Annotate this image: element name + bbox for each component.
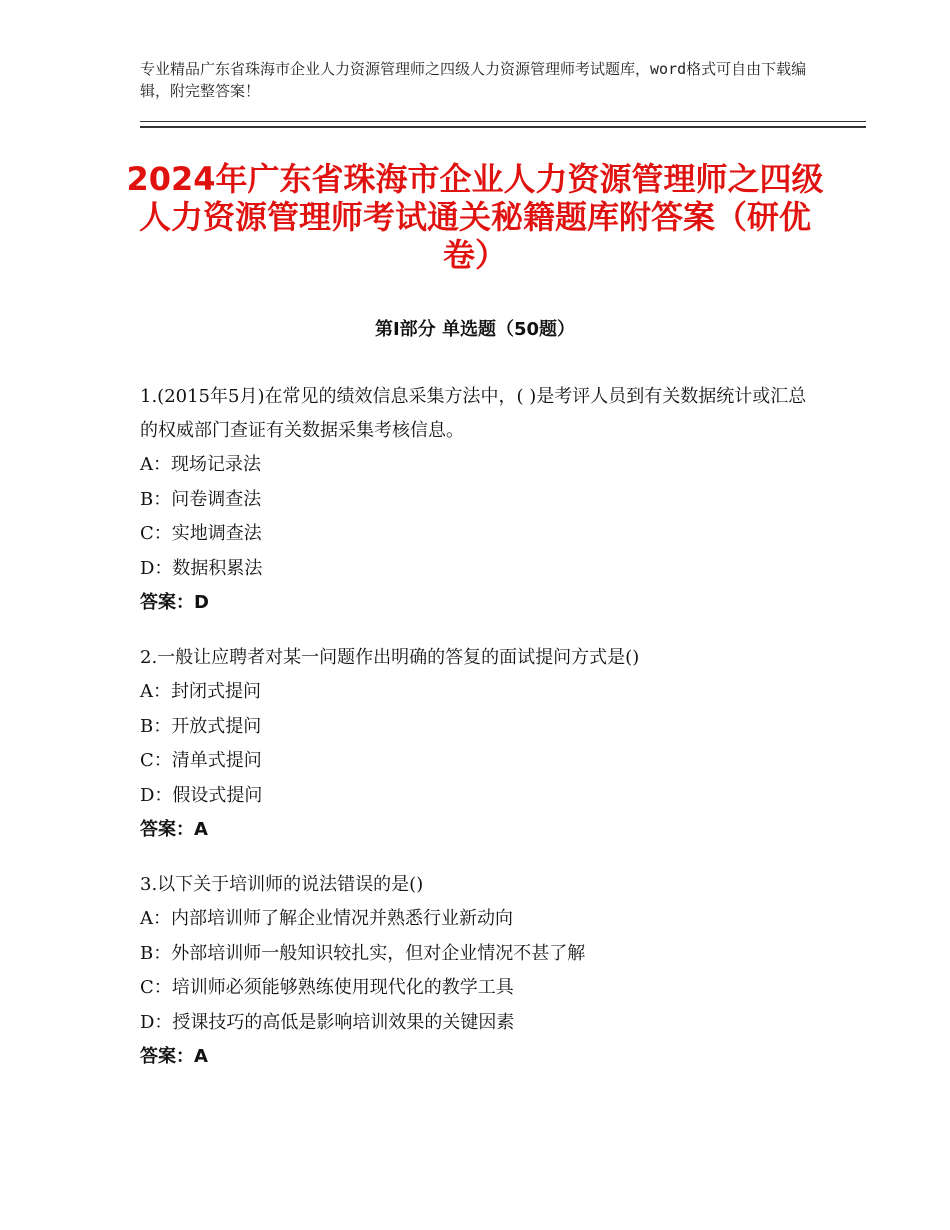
option-b: B：外部培训师一般知识较扎实，但对企业情况不甚了解 [140, 942, 586, 964]
option-d: D：授课技巧的高低是影响培训效果的关键因素 [140, 1011, 515, 1033]
question-item [140, 380, 810, 620]
section-heading: 第Ⅰ部分 单选题（50题） [374, 319, 575, 340]
question-stem: 1.(2015年5月)在常见的绩效信息采集方法中，( )是考评人员到有关数据统计或汇总的权威部门查证有关数据采集考核信息。 [140, 386, 807, 441]
option-a: A：封闭式提问 [140, 681, 261, 702]
header-divider [140, 121, 866, 128]
question-item [140, 641, 810, 847]
option-a: A：内部培训师了解企业情况并熟悉行业新动向 [140, 908, 513, 929]
question-stem: 2.一般让应聘者对某一问题作出明确的答复的面试提问方式是() [140, 647, 640, 668]
option-c: C：培训师必须能够熟练使用现代化的教学工具 [140, 977, 514, 998]
option-b: B：问卷调查法 [140, 488, 262, 510]
answer-label: 答案：A [140, 819, 208, 840]
question-list [140, 380, 810, 1095]
header-note: 专业精品广东省珠海市企业人力资源管理师之四级人力资源管理师考试题库，word格式可自由下载编辑，附完整答案！ [140, 60, 807, 100]
option-d: D：数据积累法 [140, 557, 263, 579]
option-b: B：开放式提问 [140, 715, 262, 737]
answer-label: 答案：A [140, 1046, 208, 1067]
option-c: C：清单式提问 [140, 750, 262, 771]
question-stem: 3.以下关于培训师的说法错误的是() [140, 874, 424, 895]
option-a: A：现场记录法 [140, 454, 261, 475]
option-d: D：假设式提问 [140, 784, 263, 806]
document-title: 2024年广东省珠海市企业人力资源管理师之四级人力资源管理师考试通关秘籍题库附答案（研优卷） [126, 160, 824, 274]
option-c: C：实地调查法 [140, 523, 262, 544]
question-item [140, 868, 810, 1074]
answer-label: 答案：D [140, 592, 209, 613]
